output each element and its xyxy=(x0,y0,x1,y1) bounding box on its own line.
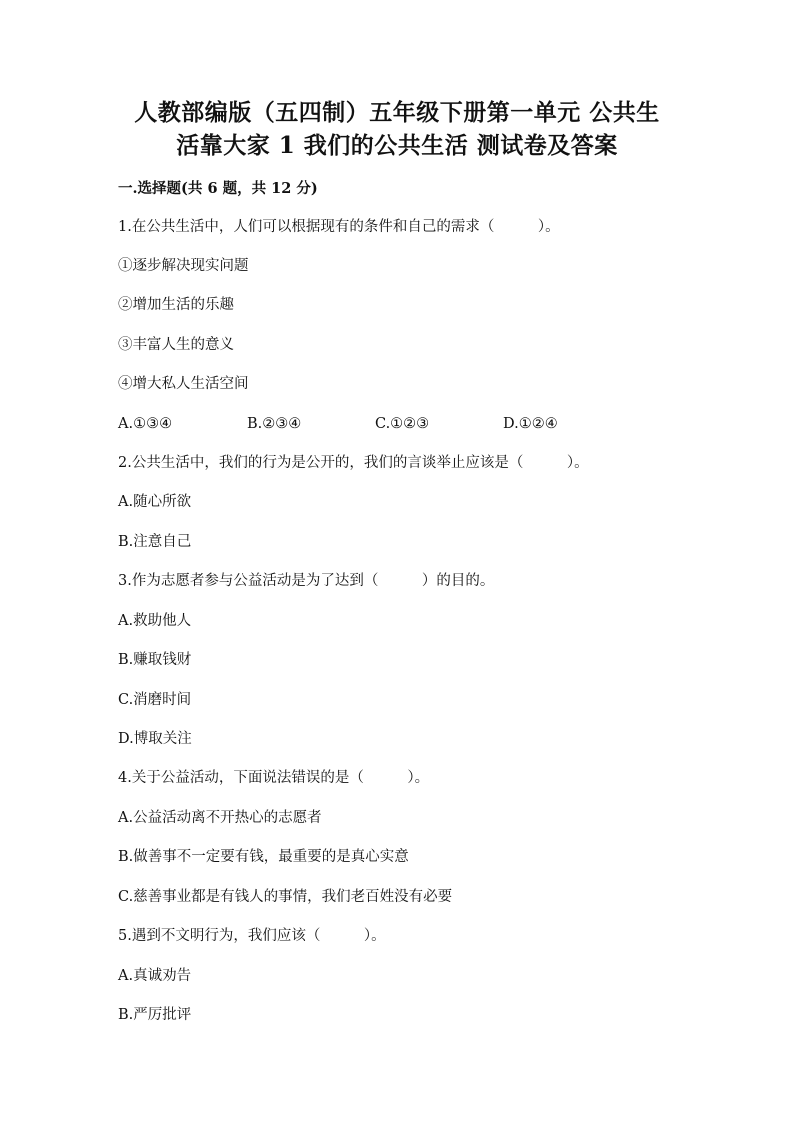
question-1-stem: 1.在公共生活中，人们可以根据现有的条件和自己的需求（ ）。 xyxy=(118,219,560,235)
question-1-option-c: C.①②③ xyxy=(375,416,430,432)
question-2-option-a: A.随心所欲 xyxy=(118,494,192,510)
question-1-item-1: ①逐步解决现实问题 xyxy=(118,258,249,274)
question-1-option-d: D.①②④ xyxy=(503,416,558,432)
question-1-option-a: A.①③④ xyxy=(118,416,173,432)
question-1-option-b: B.②③④ xyxy=(247,416,302,432)
question-4-option-b: B.做善事不一定要有钱，最重要的是真心实意 xyxy=(118,849,409,865)
title-line-1: 人教部编版（五四制）五年级下册第一单元 公共生 xyxy=(134,99,660,126)
question-5-option-a: A.真诚劝告 xyxy=(118,968,192,984)
question-4-stem: 4.关于公益活动，下面说法错误的是（ ）。 xyxy=(118,770,430,786)
question-3-stem: 3.作为志愿者参与公益活动是为了达到（ ）的目的。 xyxy=(118,573,495,589)
question-5-option-b: B.严厉批评 xyxy=(118,1007,192,1023)
title-line-2: 活靠大家 1 我们的公共生活 测试卷及答案 xyxy=(176,132,618,159)
question-3-option-a: A.救助他人 xyxy=(118,613,192,629)
section-heading: 一.选择题(共 6 题，共 12 分) xyxy=(118,180,318,197)
question-3-option-b: B.赚取钱财 xyxy=(118,652,192,668)
question-3-option-d: D.博取关注 xyxy=(118,731,192,747)
question-1-item-4: ④增大私人生活空间 xyxy=(118,376,249,392)
question-2-stem: 2.公共生活中，我们的行为是公开的，我们的言谈举止应该是（ ）。 xyxy=(118,455,589,471)
question-1-item-3: ③丰富人生的意义 xyxy=(118,337,234,353)
question-3-option-c: C.消磨时间 xyxy=(118,692,192,708)
page-title xyxy=(100,96,694,162)
question-4-option-c: C.慈善事业都是有钱人的事情，我们老百姓没有必要 xyxy=(118,889,453,905)
question-2-option-b: B.注意自己 xyxy=(118,534,192,550)
question-5-stem: 5.遇到不文明行为，我们应该（ ）。 xyxy=(118,928,386,944)
question-1-item-2: ②增加生活的乐趣 xyxy=(118,297,234,313)
question-4-option-a: A.公益活动离不开热心的志愿者 xyxy=(118,810,322,826)
